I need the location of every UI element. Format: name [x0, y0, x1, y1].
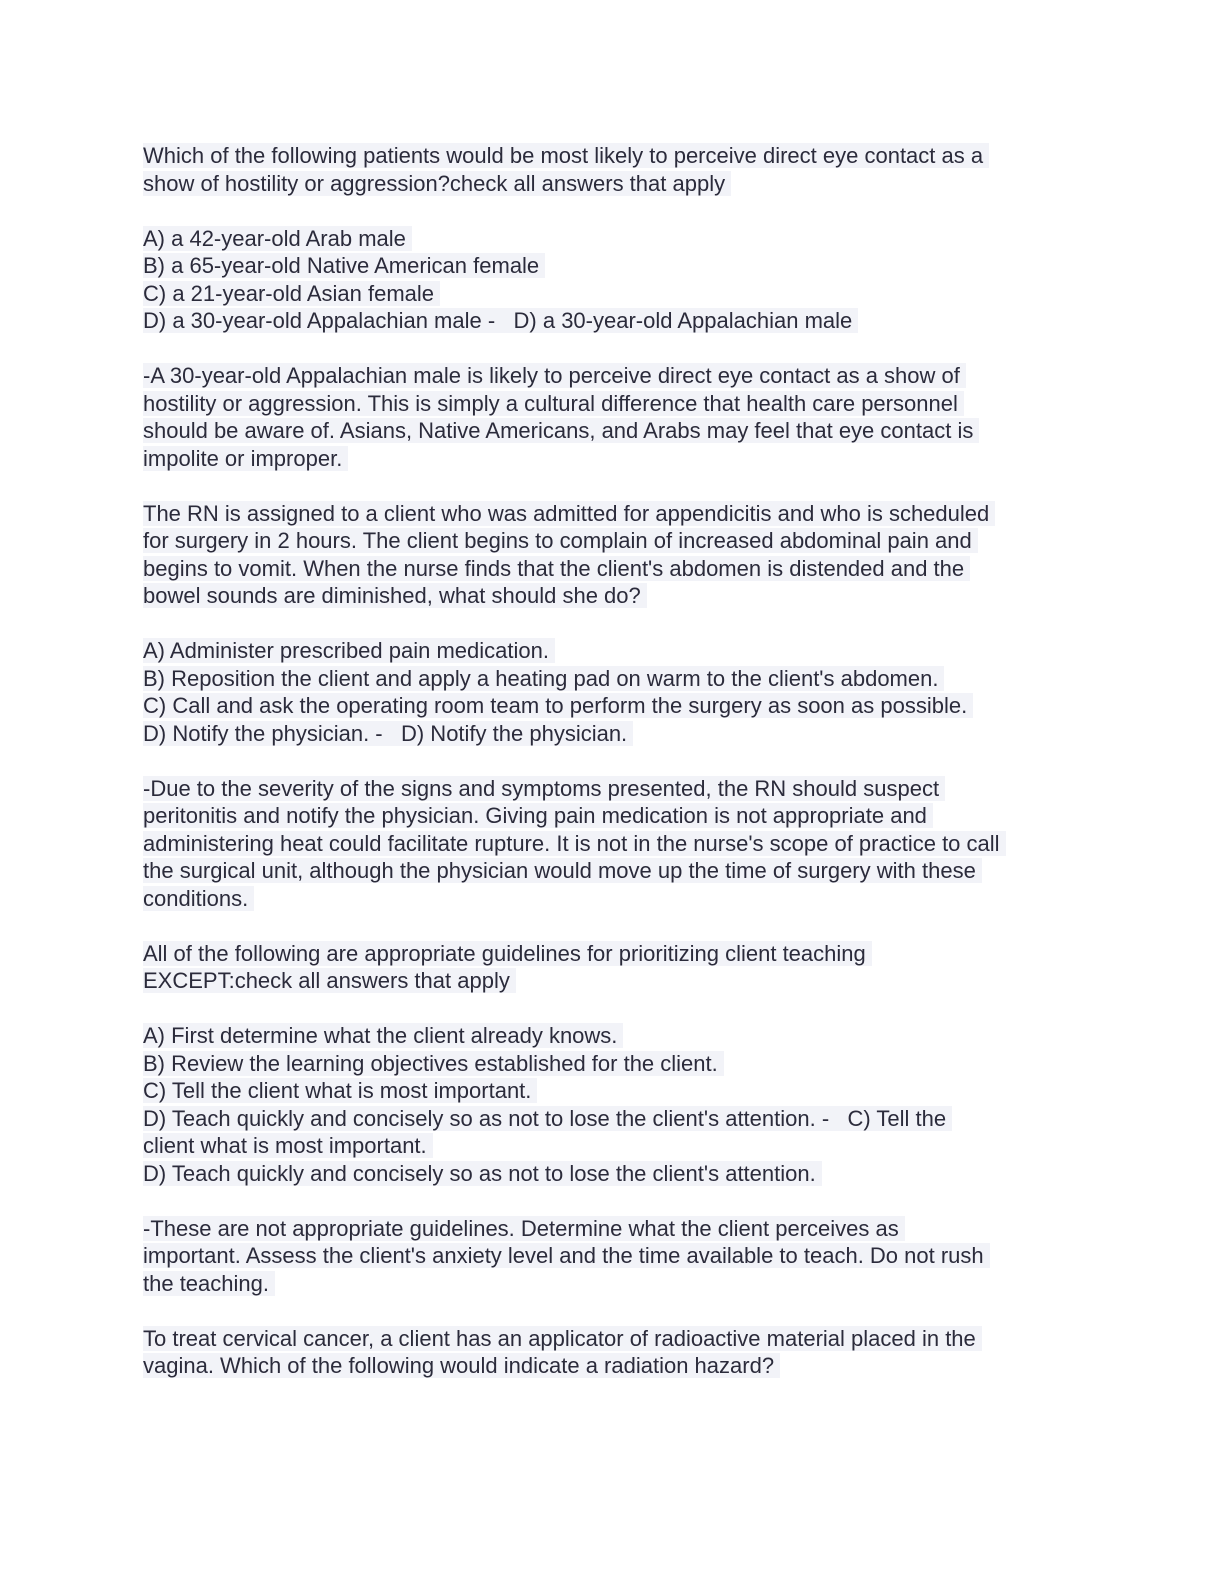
answer-option: C) Call and ask the operating room team to perform the surgery as soon as possible. [143, 693, 973, 718]
explanation-line: -Due to the severity of the signs and symptoms presented, the RN should suspect [143, 776, 945, 801]
explanation-line: -These are not appropriate guidelines. Determine what the client perceives as [143, 1216, 905, 1241]
question-text-line: The RN is assigned to a client who was admitted for appendicitis and who is scheduled [143, 501, 995, 526]
document-page [143, 142, 1103, 1407]
explanation-line: the surgical unit, although the physician would move up the time of surgery with these [143, 858, 982, 883]
answer-option: B) a 65-year-old Native American female [143, 253, 545, 278]
answer-option: A) First determine what the client already knows. [143, 1023, 623, 1048]
explanation-line: administering heat could facilitate rupture. It is not in the nurse's scope of practice to call [143, 831, 1006, 856]
explanation-3 [143, 1215, 1103, 1298]
answer-options-1 [143, 225, 1103, 335]
answer-options-3 [143, 1022, 1103, 1187]
question-1 [143, 142, 1103, 197]
answer-option: client what is most important. [143, 1133, 433, 1158]
answer-option: C) Tell the client what is most important. [143, 1078, 537, 1103]
answer-options-2 [143, 637, 1103, 747]
question-text-line: All of the following are appropriate guidelines for prioritizing client teaching [143, 941, 872, 966]
answer-option: A) Administer prescribed pain medication. [143, 638, 555, 663]
question-3 [143, 940, 1103, 995]
explanation-line: should be aware of. Asians, Native Americans, and Arabs may feel that eye contact is [143, 418, 979, 443]
answer-option: D) Teach quickly and concisely so as not to lose the client's attention. - C) Tell the [143, 1106, 952, 1131]
explanation-1 [143, 362, 1103, 472]
answer-option: D) Notify the physician. - D) Notify the physician. [143, 721, 633, 746]
question-4 [143, 1325, 1103, 1380]
answer-option: B) Review the learning objectives established for the client. [143, 1051, 724, 1076]
question-text-line: EXCEPT:check all answers that apply [143, 968, 516, 993]
answer-option: D) Teach quickly and concisely so as not to lose the client's attention. [143, 1161, 822, 1186]
explanation-line: the teaching. [143, 1271, 275, 1296]
question-text-line: To treat cervical cancer, a client has an applicator of radioactive material placed in the [143, 1326, 982, 1351]
explanation-line: peritonitis and notify the physician. Giving pain medication is not appropriate and [143, 803, 933, 828]
answer-option: B) Reposition the client and apply a heating pad on warm to the client's abdomen. [143, 666, 944, 691]
question-text-line: begins to vomit. When the nurse finds that the client's abdomen is distended and the [143, 556, 970, 581]
question-text-line: for surgery in 2 hours. The client begins to complain of increased abdominal pain and [143, 528, 978, 553]
explanation-line: conditions. [143, 886, 254, 911]
question-text-line: show of hostility or aggression?check all answers that apply [143, 171, 731, 196]
explanation-line: -A 30-year-old Appalachian male is likely to perceive direct eye contact as a show of [143, 363, 966, 388]
answer-option: A) a 42-year-old Arab male [143, 226, 412, 251]
answer-option: C) a 21-year-old Asian female [143, 281, 440, 306]
explanation-line: impolite or improper. [143, 446, 348, 471]
answer-option: D) a 30-year-old Appalachian male - D) a 30-year-old Appalachian male [143, 308, 858, 333]
explanation-line: hostility or aggression. This is simply a cultural difference that health care personnel [143, 391, 964, 416]
question-text-line: vagina. Which of the following would indicate a radiation hazard? [143, 1353, 780, 1378]
explanation-2 [143, 775, 1103, 913]
explanation-line: important. Assess the client's anxiety level and the time available to teach. Do not rush [143, 1243, 990, 1268]
question-2 [143, 500, 1103, 610]
question-text-line: Which of the following patients would be most likely to perceive direct eye contact as a [143, 143, 989, 168]
question-text-line: bowel sounds are diminished, what should she do? [143, 583, 647, 608]
